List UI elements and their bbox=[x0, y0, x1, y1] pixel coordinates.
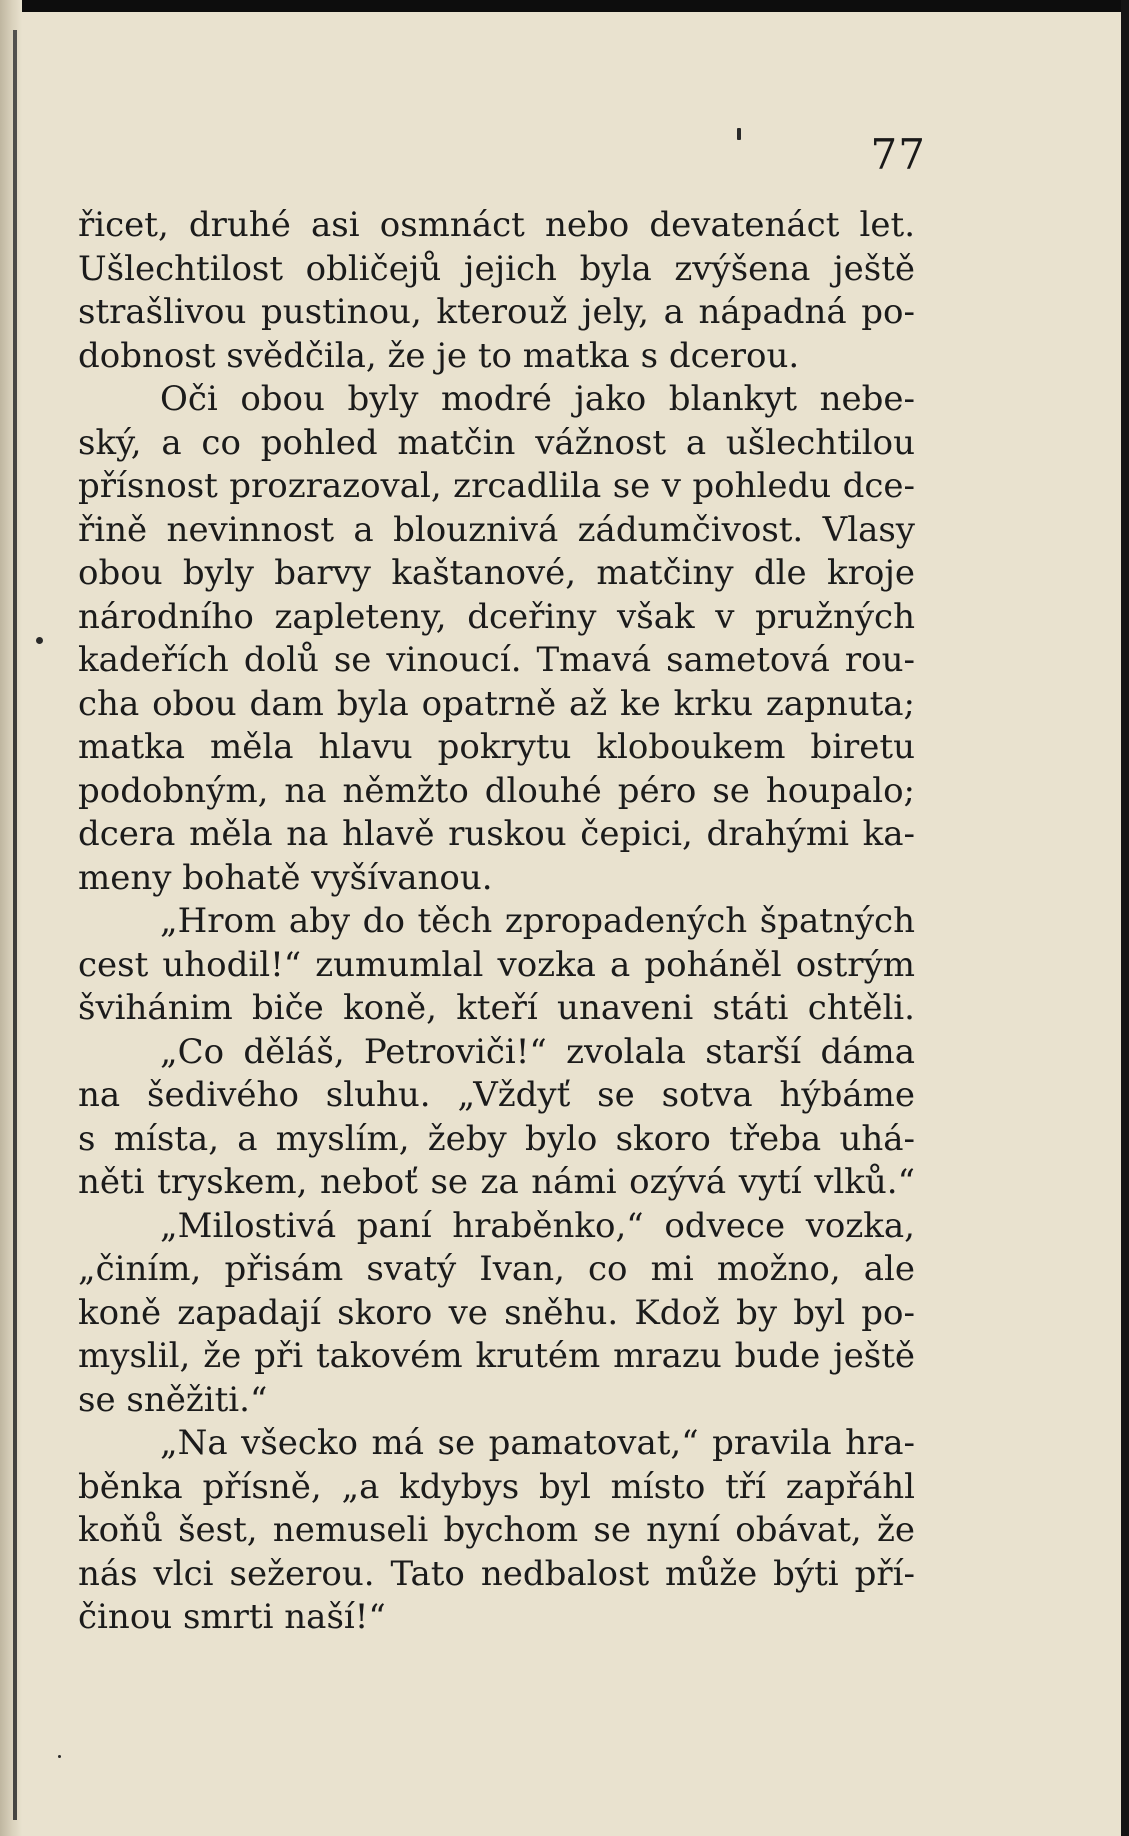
text-line: „činím, přisám svatý Ivan, co mi možno, ale bbox=[78, 1249, 915, 1289]
text-line: přísnost prozrazoval, zrcadlila se v pohledu dce- bbox=[78, 466, 915, 506]
text-line: dobnost svědčila, že je to matka s dcerou. bbox=[78, 335, 800, 376]
text-line: „Milostivá paní hraběnko,“ odvece vozka, bbox=[160, 1205, 915, 1246]
text-line: myslil, že při takovém krutém mrazu bude ještě bbox=[78, 1336, 915, 1376]
page-number: 77 bbox=[870, 130, 926, 179]
text-line: něti tryskem, neboť se za námi ozývá vytí vlků.“ bbox=[78, 1162, 915, 1202]
text-line: „Na všecko má se pamatovat,“ pravila hra- bbox=[160, 1423, 915, 1463]
text-line: obou byly barvy kaštanové, matčiny dle kroje bbox=[78, 553, 915, 593]
text-line: národního zapleteny, dceřiny však v pružných bbox=[78, 596, 915, 637]
text-line: s místa, a myslím, žeby bylo skoro třeba uhá- bbox=[78, 1118, 915, 1159]
text-line: řině nevinnost a blouznivá zádumčivost. Vlasy bbox=[78, 509, 915, 550]
text-line: nás vlci sežerou. Tato nedbalost může býti pří- bbox=[78, 1553, 915, 1594]
text-line: řicet, druhé asi osmnáct nebo devatenáct let. bbox=[78, 205, 915, 245]
text-line: činou smrti naší!“ bbox=[78, 1597, 386, 1637]
text-line: kadeřích dolů se vinoucí. Tmavá sametová rou- bbox=[78, 640, 915, 680]
text-line: podobným, na němžto dlouhé péro se houpalo; bbox=[78, 770, 915, 811]
text-line: dcera měla na hlavě ruskou čepici, drahými ka- bbox=[78, 814, 915, 854]
text-line: švihánim biče koně, kteří unaveni státi chtěli. bbox=[78, 988, 915, 1028]
text-line: meny bohatě vyšívanou. bbox=[78, 857, 493, 898]
text-line: se sněžiti.“ bbox=[78, 1379, 268, 1420]
ink-speck bbox=[58, 1755, 61, 1758]
text-line: matka měla hlavu pokrytu kloboukem biretu bbox=[78, 727, 915, 767]
text-line: cha obou dam byla opatrně až ke krku zapnuta; bbox=[78, 683, 915, 724]
binding-shadow bbox=[0, 0, 22, 1836]
text-line: koňů šest, nemuseli bychom se nyní obávat, že bbox=[78, 1510, 915, 1550]
text-line: „Hrom aby do těch zpropadených špatných bbox=[160, 901, 915, 941]
scan-top-edge bbox=[0, 0, 1129, 12]
ink-speck bbox=[36, 637, 43, 644]
text-line: na šedivého sluhu. „Vždyť se sotva hýbáme bbox=[78, 1075, 915, 1115]
text-line: ský, a co pohled matčin vážnost a ušlechtilou bbox=[78, 422, 915, 463]
ink-speck bbox=[737, 128, 741, 140]
text-line: Ušlechtilost obličejů jejich byla zvýšena ještě bbox=[78, 248, 915, 289]
text-line: Oči obou byly modré jako blankyt nebe- bbox=[160, 379, 915, 419]
text-line: běnka přísně, „a kdybys byl místo tří zapřáhl bbox=[78, 1466, 915, 1507]
scan-right-edge bbox=[1121, 0, 1129, 1836]
text-line: cest uhodil!“ zumumlal vozka a poháněl ostrým bbox=[78, 944, 915, 985]
text-line: koně zapadají skoro ve sněhu. Kdož by byl po- bbox=[78, 1292, 915, 1333]
body-text bbox=[78, 204, 915, 1640]
text-line: „Co děláš, Petroviči!“ zvolala starší dáma bbox=[160, 1031, 915, 1072]
binding-line bbox=[13, 30, 17, 1820]
text-line: strašlivou pustinou, kterouž jely, a nápadná po- bbox=[78, 292, 915, 332]
